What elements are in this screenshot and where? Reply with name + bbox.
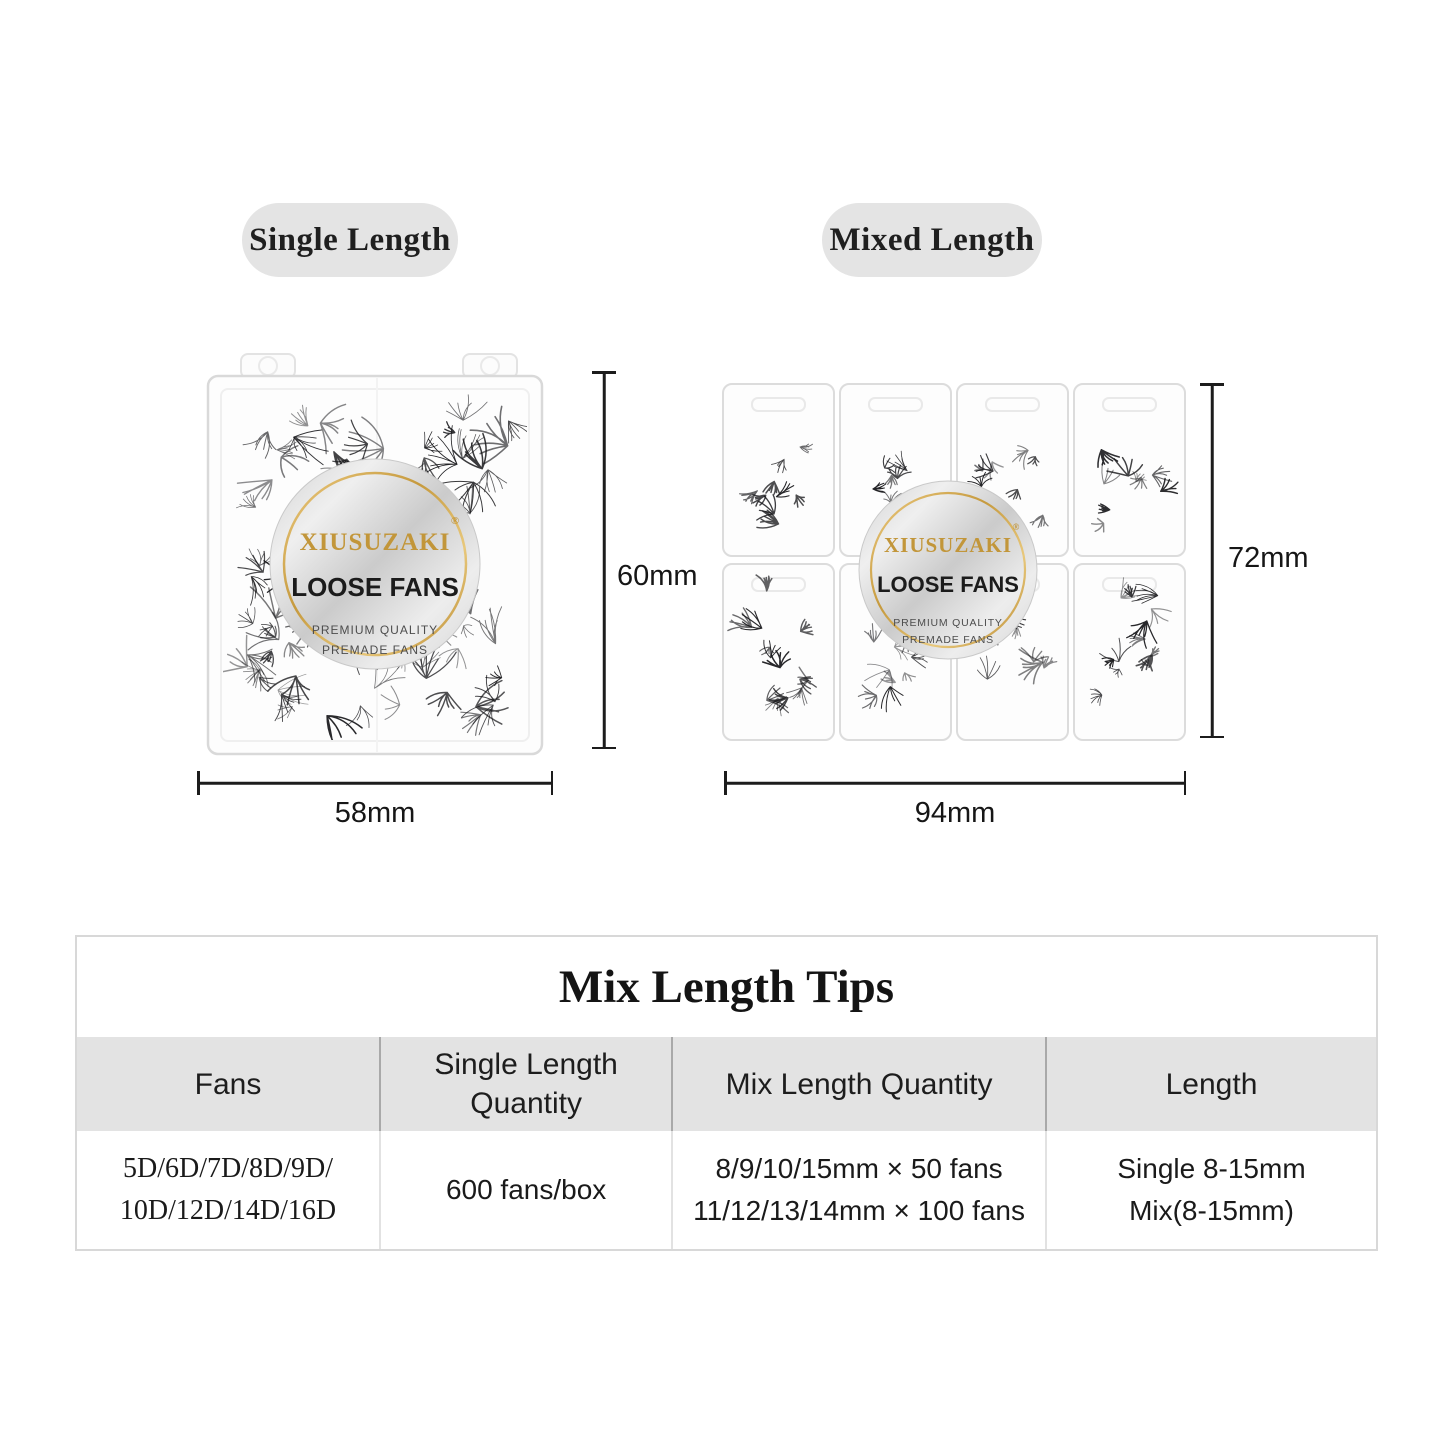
fans-cell [77,1131,379,1249]
length-cell [1045,1131,1376,1249]
single-length-badge [242,203,458,277]
tagline-line2: PREMADE FANS [902,634,994,646]
column-header-fans: Fans [194,1067,262,1101]
single-height-value: 60mm [617,560,698,592]
column-header-length: Length [1045,1037,1376,1131]
mixed-height-dimension-line [1200,383,1224,738]
mixed-length-badge-label: Mixed Length [829,221,1035,258]
mixed-height-value: 72mm [1228,542,1309,574]
mixed-length-box-photo [720,380,1190,748]
mix-length-tips-table [75,935,1378,1251]
brand-name: XIUSUZAKI [299,529,451,556]
fans-line1: 5D/6D/7D/8D/9D/ [123,1153,334,1184]
mixed-width-value: 94mm [914,797,996,829]
single-width-value: 58mm [334,797,416,829]
brand-name: XIUSUZAKI [883,533,1013,557]
single-quantity-value: 600 fans/box [445,1174,607,1205]
single-quantity-cell [379,1131,671,1249]
brand-sticker [859,481,1037,659]
product-name: LOOSE FANS [291,572,459,602]
column-header-mix-length-quantity: Mix Length Quantity [671,1037,1045,1131]
mixed-length-badge [822,203,1042,277]
single-length-box-photo [205,346,545,758]
single-height-dimension-line [592,371,616,749]
length-line1: Single 8-15mm [1117,1153,1306,1184]
registered-mark: ® [1012,522,1020,532]
column-header-single-length-quantity: Single Length Quantity [379,1037,671,1131]
mixed-width-dimension-line [724,771,1186,795]
product-name: LOOSE FANS [877,572,1019,597]
mix-quantity-cell [671,1131,1045,1249]
registered-mark: ® [450,515,460,527]
brand-sticker [270,459,480,669]
box-hinges [241,354,517,378]
fans-line2: 10D/12D/14D/16D [119,1195,337,1226]
length-line2: Mix(8-15mm) [1129,1195,1294,1226]
table-data-row [77,1131,1376,1249]
table-title: Mix Length Tips [558,961,895,1013]
single-width-dimension-line [197,771,553,795]
tagline-line1: PREMIUM QUALITY [893,617,1003,629]
tagline-line2: PREMADE FANS [321,643,429,657]
mix-quantity-line2: 11/12/13/14mm × 100 fans [693,1195,1025,1226]
single-length-badge-label: Single Length [249,221,451,258]
mix-quantity-line1: 8/9/10/15mm × 50 fans [715,1153,1003,1184]
tagline-line1: PREMIUM QUALITY [311,623,439,637]
table-header-row [77,1037,1376,1131]
